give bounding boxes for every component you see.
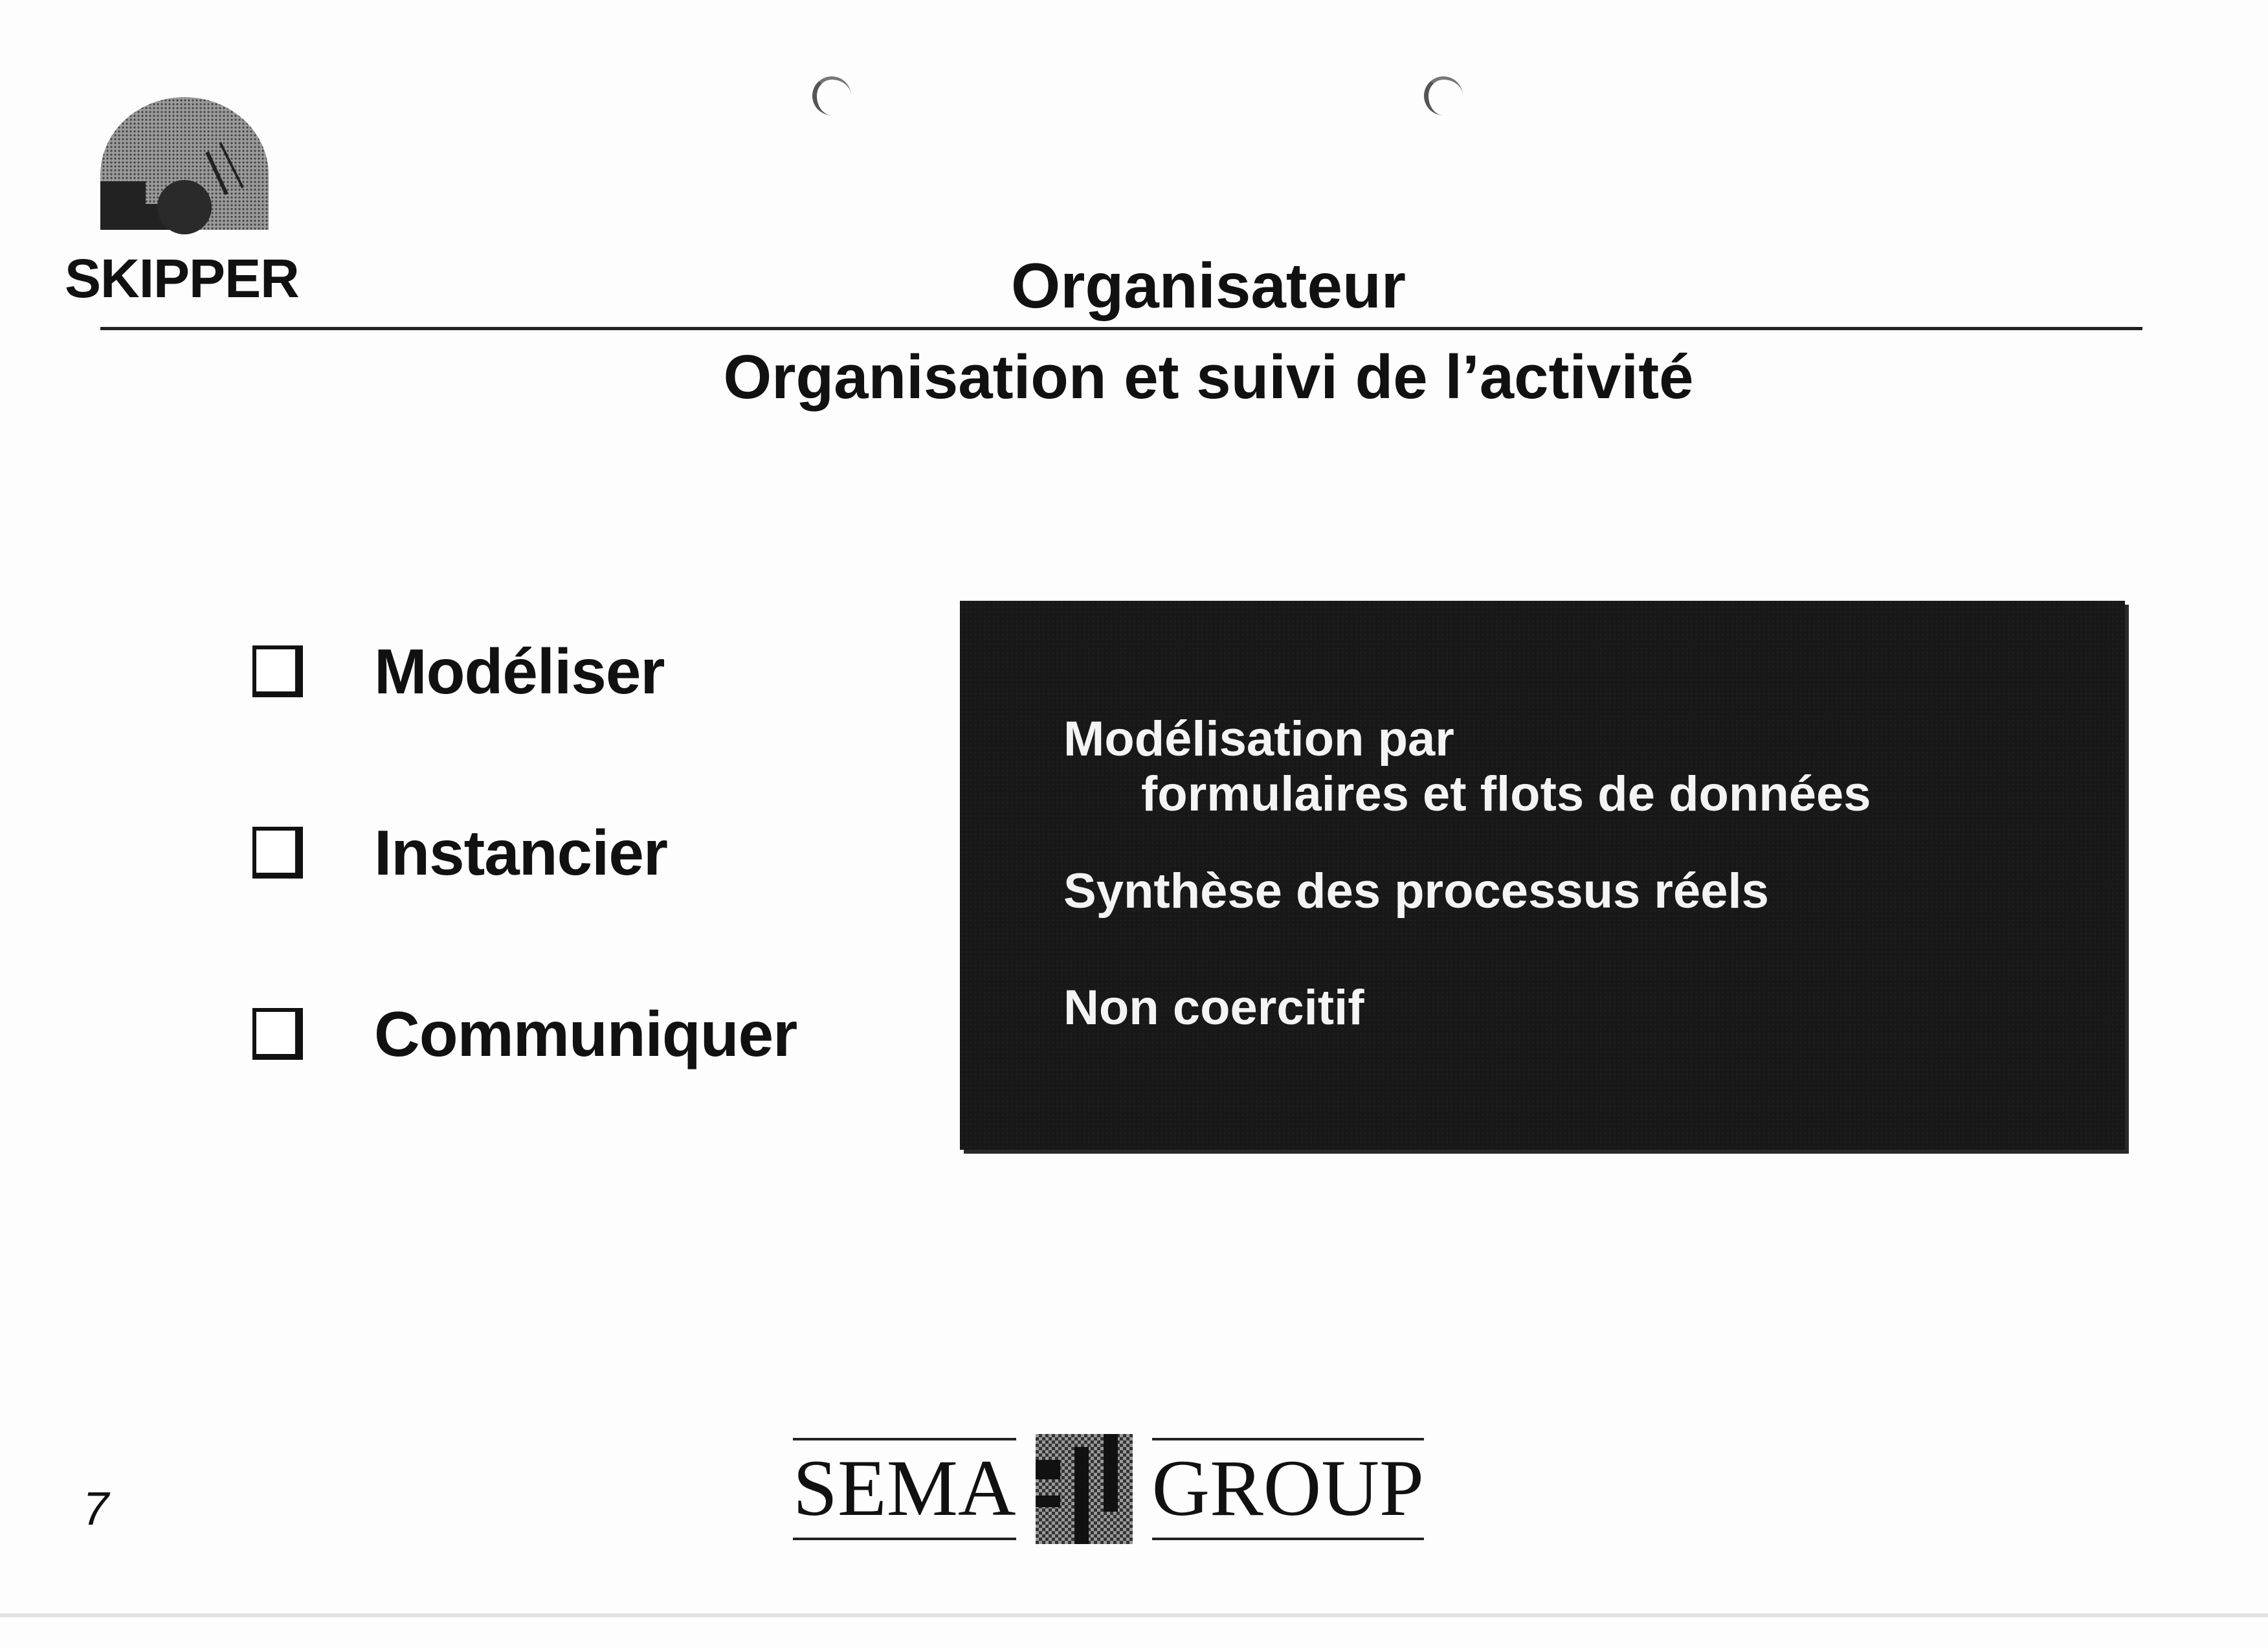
page-subtitle: Organisation et suivi de l’activité — [723, 342, 1694, 412]
punch-hole-left — [812, 76, 851, 115]
checklist-label: Modéliser — [374, 635, 665, 707]
panel-line-synthese: Synthèse des processus réels — [1063, 864, 1769, 919]
checkbox-icon — [252, 645, 303, 697]
checklist-item-instancier — [252, 817, 667, 888]
brand-name: SKIPPER — [65, 248, 299, 309]
company-name-left: SEMA — [793, 1438, 1016, 1540]
checklist-item-modeliser — [252, 636, 664, 707]
company-name-right: GROUP — [1152, 1438, 1424, 1540]
skipper-logo-icon — [94, 91, 275, 240]
checklist-item-communiquer — [252, 998, 797, 1070]
checklist-label: Instancier — [374, 816, 667, 888]
panel-line-modelisation-cont: formulaires et flots de données — [1141, 767, 1871, 822]
panel-line-non-coercitif: Non coercitif — [1063, 980, 1364, 1035]
sema-emblem-icon — [1036, 1434, 1133, 1544]
page-title: Organisateur — [1011, 250, 1406, 321]
feature-panel — [960, 601, 2125, 1150]
panel-line-modelisation: Modélisation par — [1063, 711, 1454, 767]
checkbox-icon — [252, 1008, 303, 1060]
header-divider — [100, 327, 2142, 330]
sema-group-logo — [793, 1434, 1424, 1544]
checklist-label: Communiquer — [374, 998, 797, 1070]
punch-hole-right — [1424, 76, 1463, 115]
scan-edge-line — [0, 1613, 2268, 1617]
page-number: 7 — [83, 1483, 109, 1535]
checkbox-icon — [252, 827, 303, 879]
